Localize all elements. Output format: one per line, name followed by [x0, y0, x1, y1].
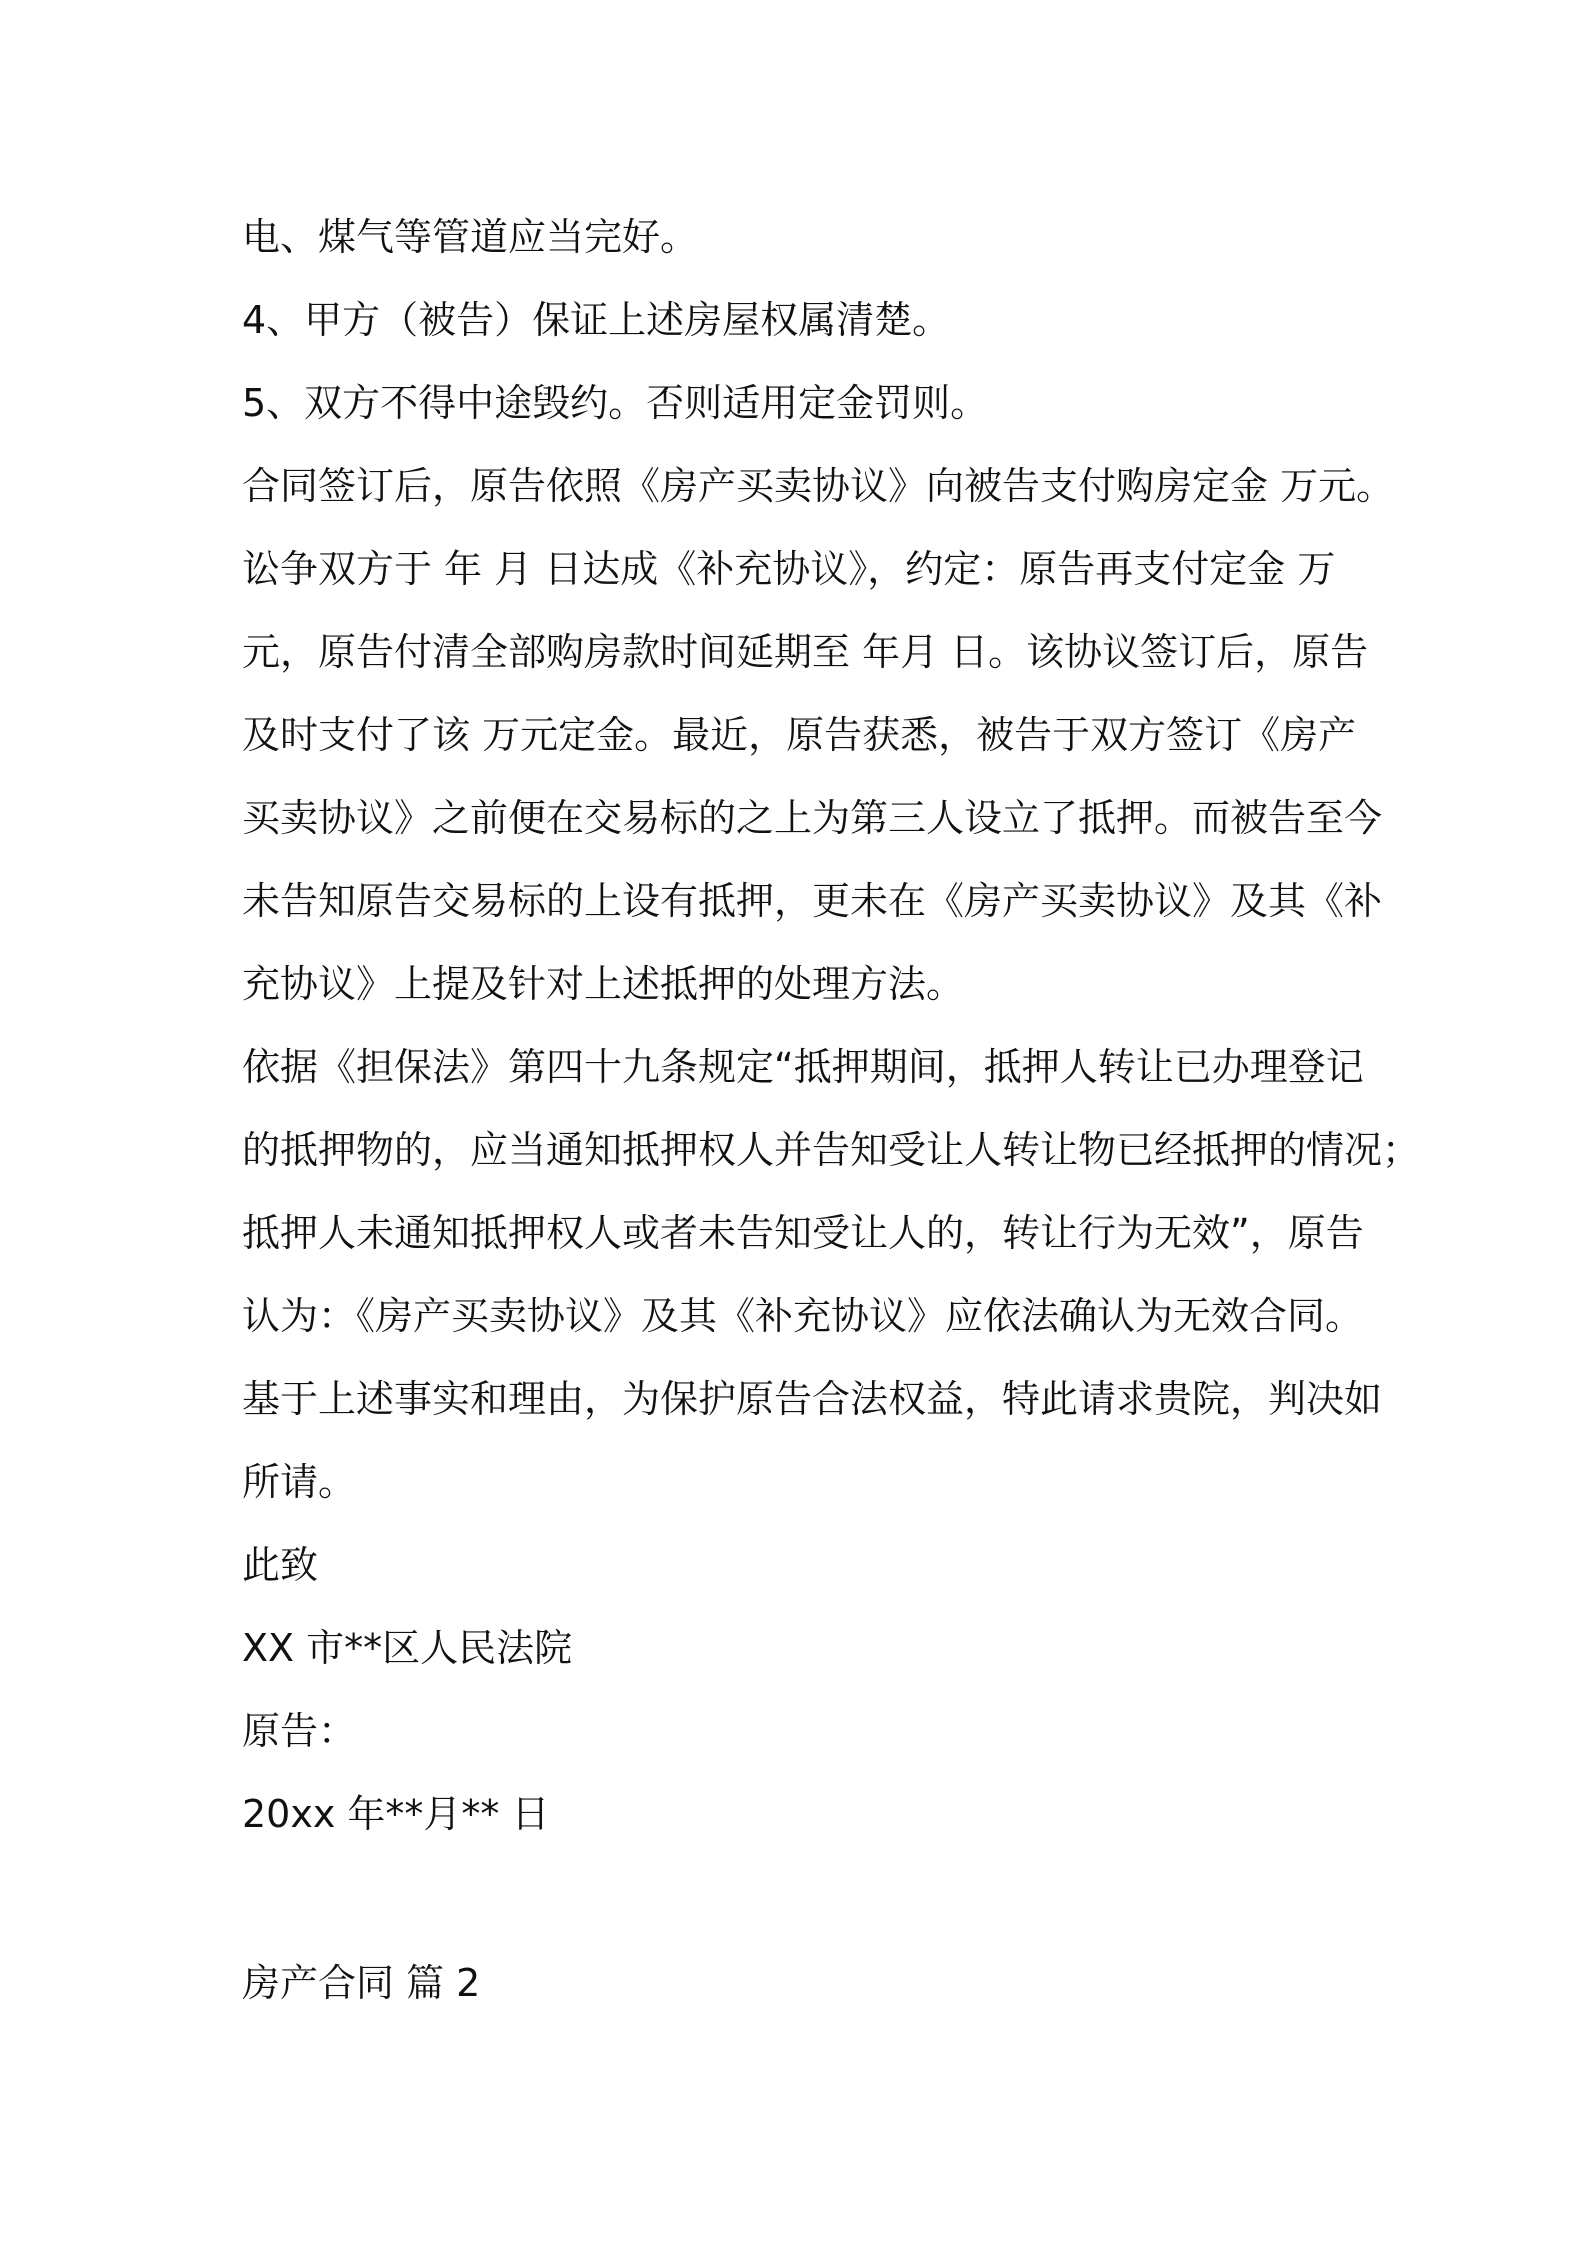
document-body [242, 196, 1421, 2025]
body-line: 基于上述事实和理由，为保护原告合法权益，特此请求贵院，判决如 [242, 1377, 1383, 1421]
section-heading: 房产合同 篇 2 [242, 1961, 481, 2005]
body-line: 讼争双方于 年 月 日达成《补充协议》，约定：原告再支付定金 万 [242, 547, 1336, 591]
body-line: 抵押人未通知抵押权人或者未告知受让人的，转让行为无效”，原告 [242, 1211, 1364, 1255]
body-line: 买卖协议》之前便在交易标的之上为第三人设立了抵押。而被告至今 [242, 796, 1383, 840]
body-line: 的抵押物的，应当通知抵押权人并告知受让人转让物已经抵押的情况； [242, 1128, 1421, 1172]
clause-5-line: 5、双方不得中途毁约。否则适用定金罚则。 [242, 381, 989, 425]
body-line: 未告知原告交易标的上设有抵押，更未在《房产买卖协议》及其《补 [242, 879, 1383, 923]
body-line: 元，原告付清全部购房款时间延期至 年月 日。该协议签订后，原告 [242, 630, 1369, 674]
section-spacer [242, 1856, 1392, 1942]
date-line: 20xx 年**月** 日 [242, 1792, 550, 1836]
body-line: 依据《担保法》第四十九条规定“抵押期间，抵押人转让已办理登记 [242, 1045, 1364, 1089]
body-line: 认为：《房产买卖协议》及其《补充协议》应依法确认为无效合同。 [242, 1294, 1364, 1338]
plaintiff-label: 原告： [242, 1709, 357, 1753]
body-line: 及时支付了该 万元定金。最近，原告获悉，被告于双方签订《房产 [242, 713, 1357, 757]
body-line: 合同签订后，原告依照《房产买卖协议》向被告支付购房定金 万元。 [242, 464, 1395, 508]
body-line: 所请。 [242, 1460, 357, 1504]
court-name: XX 市**区人民法院 [242, 1626, 573, 1670]
clause-4-line: 4、甲方（被告）保证上述房屋权属清楚。 [242, 298, 951, 342]
body-line: 电、煤气等管道应当完好。 [242, 215, 699, 259]
salutation: 此致 [242, 1543, 319, 1587]
body-line: 充协议》上提及针对上述抵押的处理方法。 [242, 962, 965, 1006]
